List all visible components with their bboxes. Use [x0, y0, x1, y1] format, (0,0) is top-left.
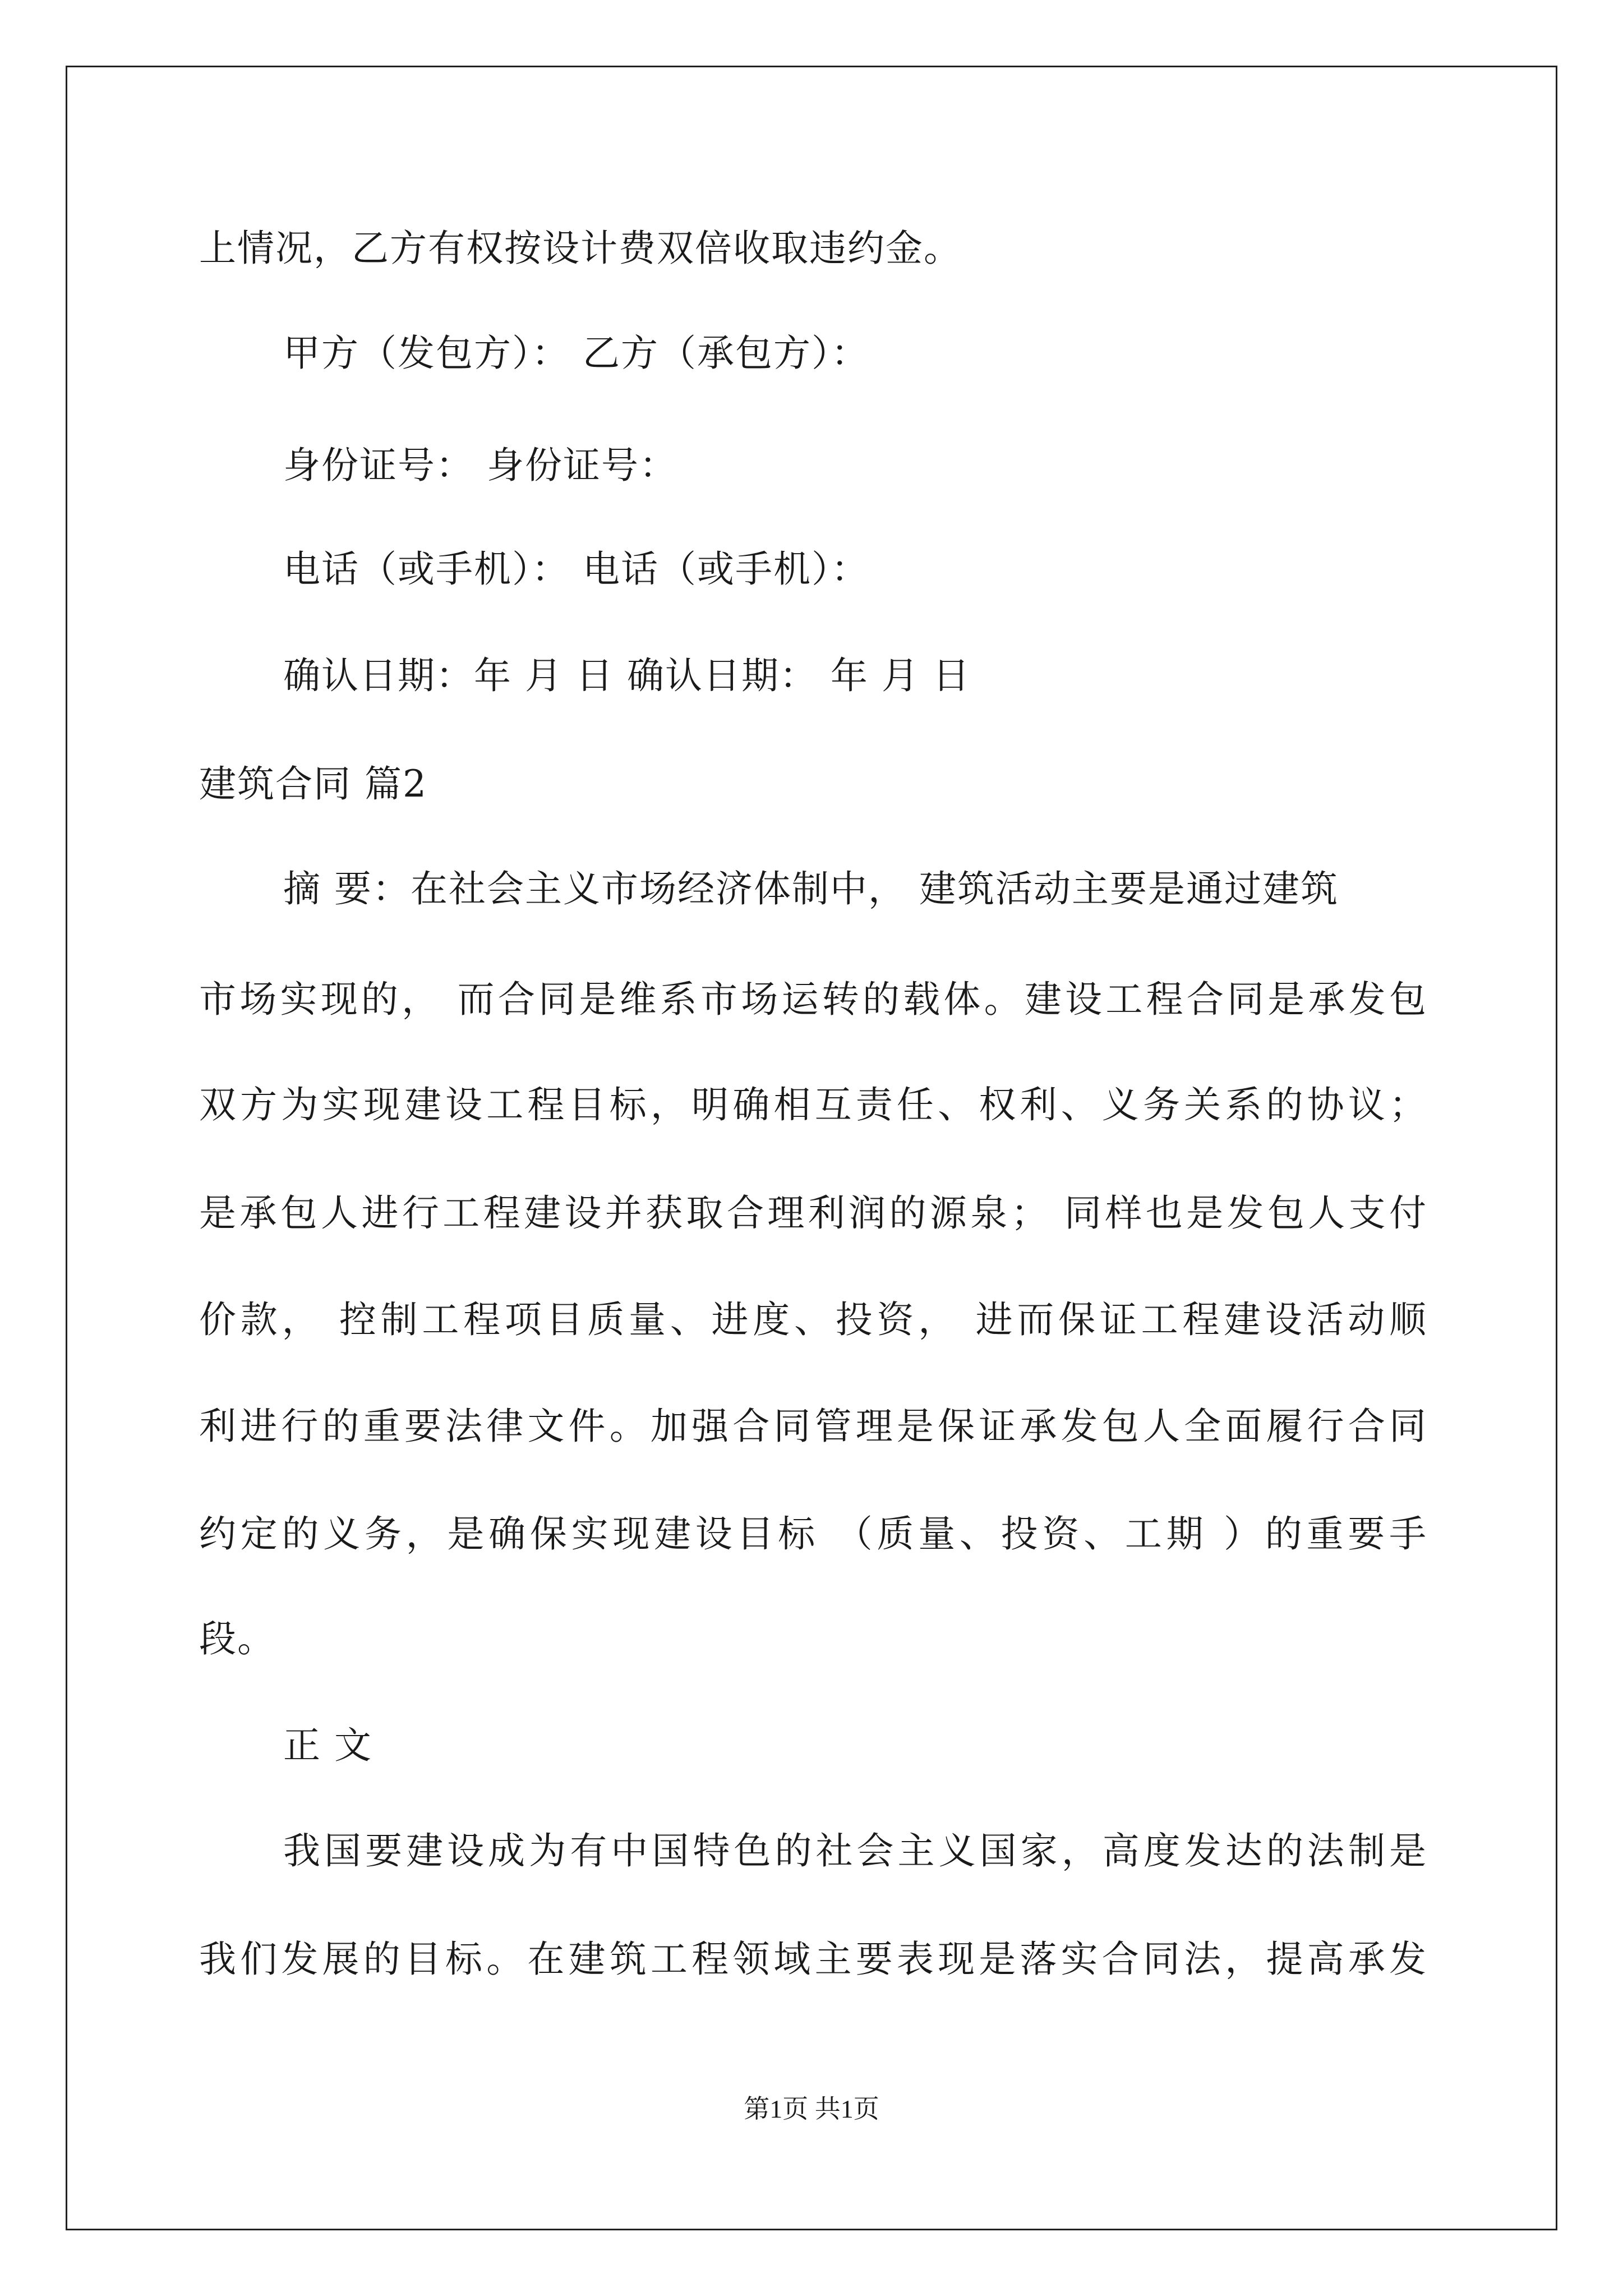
abstract-line-5: 价款， 控制工程项目质量、进度、投资， 进而保证工程建设活动顺: [199, 1298, 1427, 1341]
page-border: [66, 66, 1557, 2230]
abstract-line-1: 摘 要：在社会主义市场经济体制中， 建筑活动主要是通过建筑: [283, 867, 1339, 910]
section-heading: 建筑合同 篇2: [199, 762, 427, 806]
body-line-1: 我国要建设成为有中国特色的社会主义国家，高度发达的法制是: [283, 1829, 1427, 1872]
confirm-date-line: 确认日期：年 月 日 确认日期： 年 月 日: [283, 654, 971, 697]
page-footer: 第1页 共1页: [744, 2095, 879, 2123]
body-line-2: 我们发展的目标。在建筑工程领域主要表现是落实合同法，提高承发: [199, 1938, 1427, 1981]
abstract-line-4: 是承包人进行工程建设并获取合理利润的源泉； 同样也是发包人支付: [199, 1191, 1427, 1235]
abstract-line-3: 双方为实现建设工程目标，明确相互责任、权利、义务关系的协议；: [199, 1083, 1427, 1126]
id-number-line: 身份证号： 身份证号：: [283, 444, 677, 487]
abstract-line-8: 段。: [199, 1617, 275, 1660]
abstract-line-6: 利进行的重要法律文件。加强合同管理是保证承发包人全面履行合同: [199, 1405, 1427, 1448]
abstract-line-7: 约定的义务，是确保实现建设目标 （质量、投资、工期 ）的重要手: [199, 1512, 1427, 1556]
phone-line: 电话（或手机）： 电话（或手机）：: [283, 547, 869, 591]
party-a-b-line: 甲方（发包方）： 乙方（承包方）：: [283, 332, 869, 375]
abstract-line-2: 市场实现的， 而合同是维系市场运转的载体。建设工程合同是承发包: [199, 978, 1427, 1021]
body-heading: 正 文: [283, 1724, 372, 1767]
text-line-1: 上情况，乙方有权按设计费双倍收取违约金。: [199, 227, 962, 270]
